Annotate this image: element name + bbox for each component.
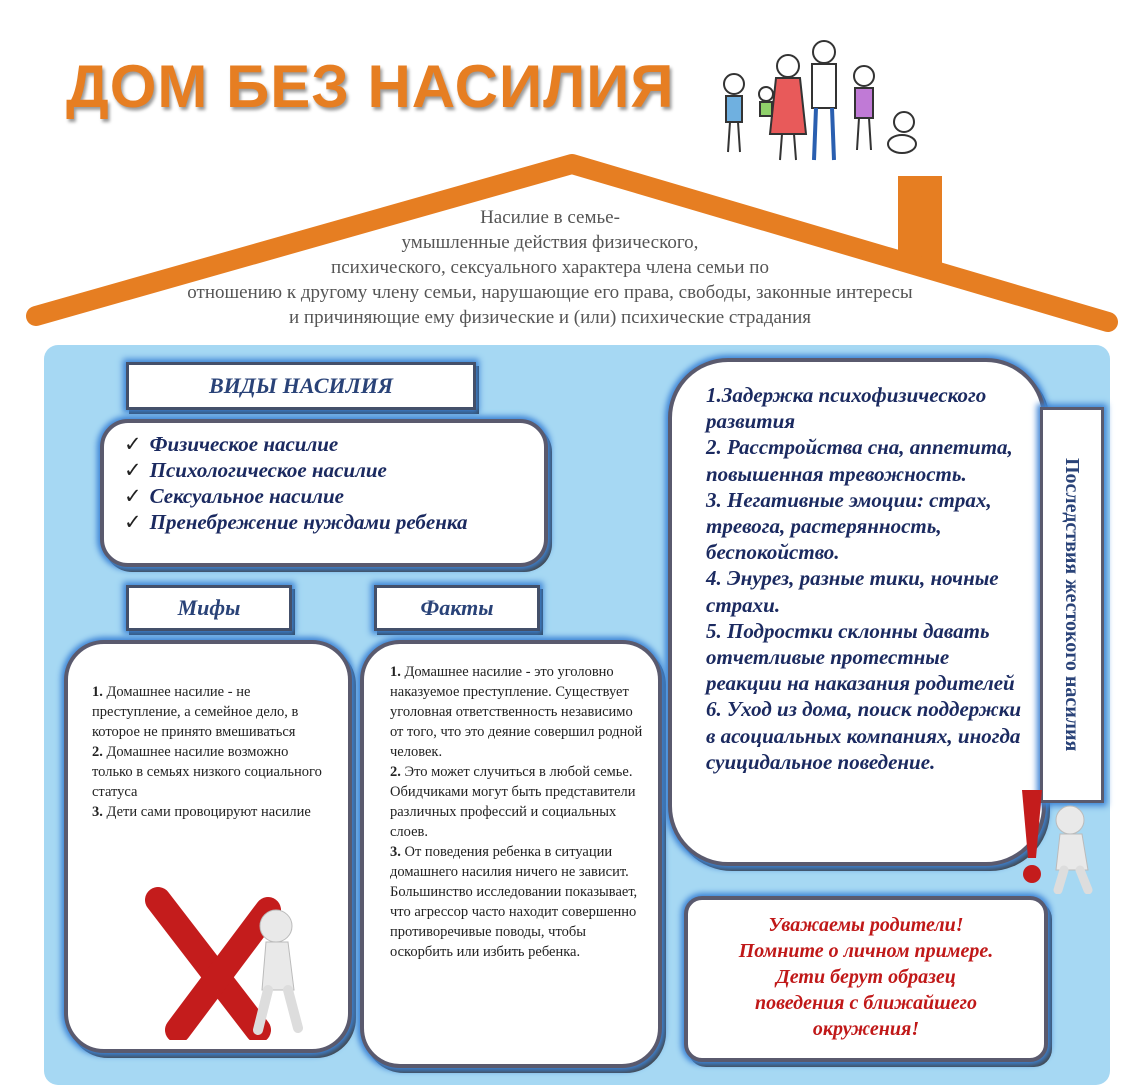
definition-text: [120, 205, 980, 330]
list-item: 4. Энурез, разные тики, ночные страхи.: [706, 566, 999, 617]
parents-note-line: Дети берут образец: [776, 966, 956, 988]
list-item: 3. Дети сами провоцируют насилие: [92, 804, 311, 820]
definition-line: отношению к другому члену семьи, нарушающие его права, свободы, законные интересы: [187, 282, 913, 303]
parents-note: [688, 900, 1044, 1042]
list-item: 2. Это может случиться в любой семье. Обидчиками могут быть представители различных профессий и социальных слоев.: [390, 764, 636, 840]
list-item: 2. Расстройства сна, аппетита, повышенная тревожность.: [706, 435, 1013, 486]
list-item: 1. Домашнее насилие - не преступление, а семейное дело, в которое не принято вмешиваться: [92, 684, 299, 740]
facts-list: [364, 644, 658, 962]
facts-header: Факты: [374, 585, 540, 631]
myths-header: Мифы: [126, 585, 292, 631]
definition-line: Насилие в семье-: [480, 207, 620, 228]
check-icon: ✓: [124, 432, 142, 456]
consequences-list: [672, 362, 1042, 775]
list-item: 6. Уход из дома, поиск поддержки в асоциальных компаниях, иногда суицидальное поведение.: [706, 697, 1022, 774]
family-drawing-icon: [712, 38, 924, 166]
check-icon: ✓: [124, 458, 142, 482]
list-item: 2. Домашнее насилие возможно только в семьях низкого социального статуса: [92, 744, 322, 800]
list-item: ✓ Сексуальное насилие: [124, 484, 344, 508]
red-x-figure-icon: [138, 880, 308, 1040]
exclamation-figure-icon: [1008, 784, 1108, 894]
types-list: [104, 423, 544, 535]
consequences-side-label: [1040, 407, 1104, 803]
list-item: 5. Подростки склонны давать отчетливые протестные реакции на наказания родителей: [706, 618, 1015, 696]
list-item: ✓ Физическое насилие: [124, 432, 339, 456]
definition-line: умышленные действия физического,: [401, 232, 699, 253]
list-item: ✓ Пренебрежение нуждами ребенка: [124, 510, 468, 534]
list-item: 1.Задержка психофизического развития: [706, 383, 987, 434]
check-icon: ✓: [124, 510, 142, 534]
list-item: 3. От поведения ребенка в ситуации домашнего насилия ничего не зависит. Большинство исследовании показывает, что агрессор часто находит совершенно противоречивые поводы, чтобы оскорбить или избить ребенка.: [390, 844, 638, 960]
page-title: ДОМ БЕЗ НАСИЛИЯ: [66, 53, 675, 120]
parents-note-box: [684, 896, 1048, 1062]
myths-box: [64, 640, 352, 1053]
parents-note-line: Уважаемы родители!: [768, 914, 964, 936]
list-item: ✓ Психологическое насилие: [124, 458, 387, 482]
parents-note-line: поведения с ближайшего: [754, 992, 978, 1014]
parents-note-line: Помните о личном примере.: [738, 940, 994, 962]
parents-note-line: окружения!: [812, 1018, 920, 1040]
definition-line: и причиняющие ему физические и (или) психические страдания: [288, 307, 812, 328]
consequences-title: Последствия жестокого насилия: [1061, 458, 1083, 752]
definition-line: психического, сексуального характера члена семьи по: [331, 257, 769, 278]
list-item: 3. Негативные эмоции: страх, тревога, растерянность, беспокойство.: [706, 487, 992, 565]
types-box: [100, 419, 548, 567]
consequences-box: [668, 358, 1046, 866]
check-icon: ✓: [124, 484, 142, 508]
facts-box: [360, 640, 662, 1068]
myths-list: [68, 644, 348, 822]
list-item: 1. Домашнее насилие - это уголовно наказуемое преступление. Существует уголовная ответственность независимо от того, что это деяние совершил родной человек.: [390, 664, 643, 760]
types-header: ВИДЫ НАСИЛИЯ: [126, 362, 476, 410]
